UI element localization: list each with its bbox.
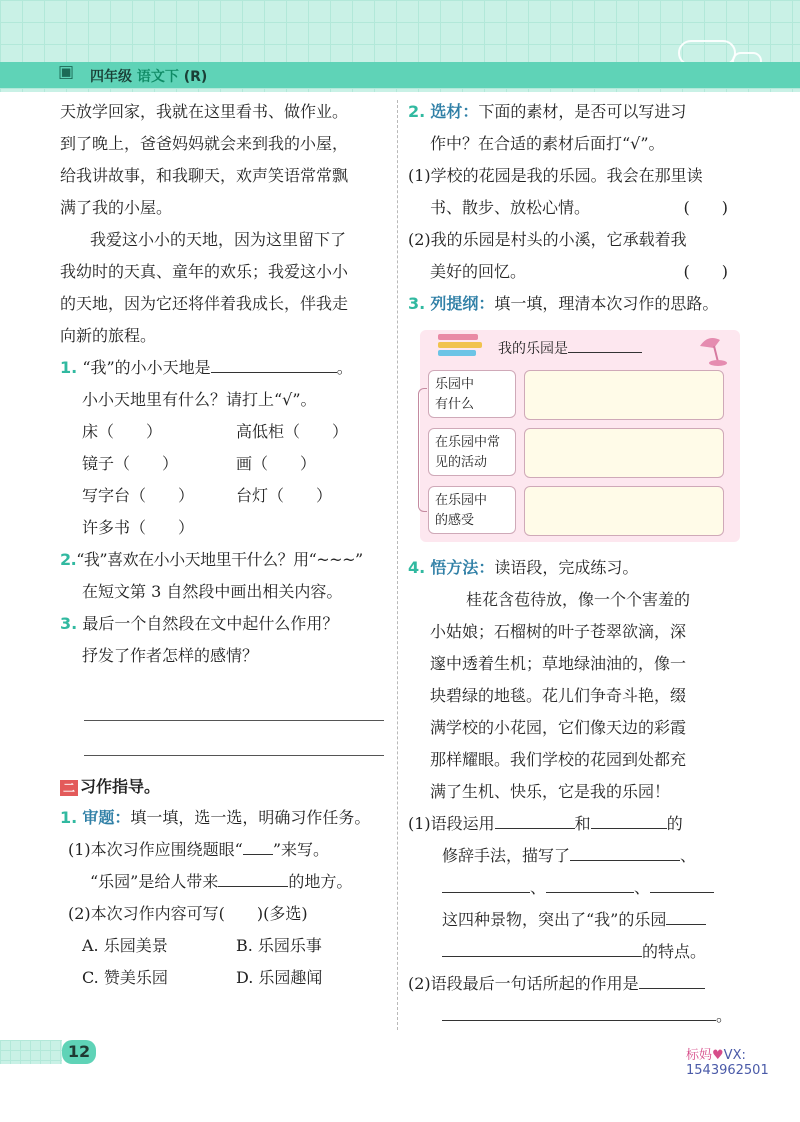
passage-line: 满学校的小花园，它们像天边的彩霞	[430, 718, 687, 737]
checklist-item[interactable]: 镜子（ ）	[82, 454, 179, 473]
exercise-text: 修辞手法，描写了	[442, 846, 571, 865]
material-1: (1)学校的花园是我的乐园。我会在那里读	[408, 166, 703, 185]
material-text: 书、散步、放松心情。	[430, 198, 591, 217]
answer-blank[interactable]	[568, 338, 642, 353]
exercise-text: 的	[666, 814, 683, 833]
question-text: 作中？在合适的素材后面打“√”。	[430, 134, 665, 153]
label-line: 在乐园中常	[435, 435, 501, 450]
question-number: 3.	[408, 294, 426, 313]
exercise-text: 的特点。	[642, 942, 707, 961]
question-2	[60, 544, 390, 576]
punct: 。	[336, 358, 353, 377]
option-row	[60, 930, 390, 962]
checklist-item[interactable]: 画（ ）	[236, 454, 317, 473]
answer-blank[interactable]	[650, 878, 714, 893]
exercise-text: 这四种景物，突出了“我”的乐园	[442, 910, 667, 929]
question-label: 选材：	[430, 102, 479, 121]
passage-line: 满了我的小屋。	[60, 198, 173, 217]
column-divider	[397, 100, 398, 1030]
answer-blank[interactable]	[591, 814, 667, 829]
wavy-line-mark: ~~~	[316, 550, 355, 569]
question-3	[60, 608, 390, 640]
grade-label	[90, 66, 207, 86]
question-text: 在短文第 3 自然段中画出相关内容。	[82, 582, 343, 601]
question-number: 1.	[60, 808, 78, 827]
edition-text: (R)	[183, 69, 208, 85]
page-number: 12	[62, 1040, 96, 1064]
task-1-part-2: (2)本次习作内容可写( )(多选)	[68, 904, 308, 923]
outline-title-text: 我的乐园是	[498, 341, 568, 357]
material-2: (2)我的乐园是村头的小溪，它承载着我	[408, 230, 687, 249]
question-3-right	[408, 288, 758, 320]
question-1	[60, 352, 390, 384]
checklist-item[interactable]: 许多书（ ）	[82, 518, 195, 537]
punct: 。	[716, 1006, 733, 1025]
option-b[interactable]: B. 乐园乐事	[236, 936, 322, 955]
label-line: 见的活动	[435, 455, 488, 470]
passage-line: 块碧绿的地毯。花儿们争奇斗艳，缀	[430, 686, 687, 705]
material-text: 美好的回忆。	[430, 262, 527, 281]
question-1-sub: 小小天地里有什么？请打上“√”。	[82, 390, 317, 409]
question-text: “乐园”是给人带来	[90, 872, 219, 891]
checklist-item	[236, 512, 390, 544]
header-bar	[0, 62, 800, 88]
question-text: ”来写。	[272, 840, 330, 859]
passage-line: 向新的旅程。	[60, 326, 157, 345]
exercise-1-cont	[408, 872, 758, 904]
outline-row	[428, 370, 732, 420]
footer-band	[0, 1040, 62, 1064]
passage-line: 天放学回家，我就在这里看书、做作业。	[60, 102, 349, 121]
checklist-item[interactable]: 写字台（ ）	[82, 486, 195, 505]
outline-bracket	[418, 388, 427, 512]
question-text: “我”的小小天地是	[82, 358, 211, 377]
question-text: 读语段，完成练习。	[494, 558, 639, 577]
passage-line: 给我讲故事，和我聊天，欢声笑语常常飘	[60, 166, 349, 185]
subject-text: 语文下	[136, 69, 179, 85]
answer-line[interactable]	[84, 721, 384, 756]
passage-line: 的天地，因为它还将伴着我成长，伴我走	[60, 294, 349, 313]
section-number-badge: 二	[60, 780, 78, 796]
question-label: 悟方法：	[430, 558, 495, 577]
label-line: 有什么	[435, 397, 475, 412]
material-1-cont	[408, 192, 758, 224]
watermark-text: VX:	[723, 1048, 746, 1063]
outline-row-label	[428, 370, 516, 418]
checklist-item[interactable]: 床（ ）	[82, 422, 163, 441]
question-label: 审题：	[82, 808, 131, 827]
grade-text: 四年级	[90, 69, 132, 85]
question-number: 2.	[408, 102, 426, 121]
passage-line: 我爱这小小的天地，因为这里留下了	[90, 230, 347, 249]
passage-line: 到了晚上，爸爸妈妈就会来到我的小屋，	[60, 134, 349, 153]
answer-blank[interactable]	[442, 942, 642, 957]
exercise-text: (1)语段运用	[408, 814, 495, 833]
answer-blank[interactable]	[570, 846, 680, 861]
punct: 、	[530, 878, 547, 897]
punct: 、	[680, 846, 697, 865]
punct: 、	[634, 878, 651, 897]
answer-blank[interactable]	[495, 814, 575, 829]
exercise-2	[408, 968, 758, 1000]
outline-row-label	[428, 428, 516, 476]
option-row	[60, 962, 390, 994]
exercise-1-cont	[408, 936, 758, 968]
exercise-text: (2)语段最后一句话所起的作用是	[408, 974, 639, 993]
outline-title	[498, 338, 642, 358]
passage-line: 小姑娘；石榴树的叶子苍翠欲滴，深	[430, 622, 687, 641]
answer-line[interactable]	[84, 686, 384, 721]
outline-row-label	[428, 486, 516, 534]
left-column	[60, 96, 390, 994]
item-row	[60, 480, 390, 512]
exercise-text: 和	[574, 814, 591, 833]
answer-blank[interactable]	[639, 974, 705, 989]
passage-line: 邃中透着生机；草地绿油油的，像一	[430, 654, 687, 673]
item-row	[60, 448, 390, 480]
exercise-1	[408, 808, 758, 840]
item-row	[60, 512, 390, 544]
option-c[interactable]: C. 赞美乐园	[82, 968, 168, 987]
exercise-2-cont	[408, 1000, 758, 1032]
watermark-text: 标妈	[686, 1048, 713, 1063]
heart-icon: ♥	[712, 1048, 724, 1063]
question-label: 列提纲：	[430, 294, 495, 313]
watermark-text: 1543962501	[686, 1063, 769, 1078]
answer-blank[interactable]	[218, 872, 288, 887]
question-text: 抒发了作者怎样的感情？	[82, 646, 259, 665]
question-text: 填一填，理清本次习作的思路。	[494, 294, 719, 313]
outline-answer-box[interactable]	[524, 486, 724, 536]
label-line: 的感受	[435, 513, 475, 528]
checklist-item[interactable]: 台灯（ ）	[236, 486, 333, 505]
question-2-right	[408, 96, 758, 128]
question-text: 最后一个自然段在文中起什么作用？	[82, 614, 339, 633]
outline-row	[428, 486, 732, 536]
outline-box	[420, 330, 740, 542]
book-logo-icon: ▣	[58, 62, 74, 82]
section-title: 习作指导。	[80, 777, 161, 796]
option-d[interactable]: D. 乐园趣闻	[236, 968, 323, 987]
item-row	[60, 416, 390, 448]
answer-blank[interactable]	[666, 910, 706, 925]
outline-row	[428, 428, 732, 478]
punct: ”	[354, 550, 363, 569]
question-number: 3.	[60, 614, 78, 633]
lamp-icon	[694, 332, 730, 368]
question-number: 2.	[60, 550, 77, 569]
question-text: 下面的素材，是否可以写进习	[478, 102, 687, 121]
answer-blank[interactable]	[442, 1006, 716, 1021]
writing-task-1	[60, 802, 390, 834]
section-heading	[60, 772, 390, 802]
passage-line: 那样耀眼。我们学校的花园到处都充	[430, 750, 687, 769]
question-text: 填一填，选一选，明确习作任务。	[130, 808, 371, 827]
task-1-part-1b	[60, 866, 390, 898]
exercise-1-cont	[408, 904, 758, 936]
check-bracket[interactable]: ( )	[683, 198, 728, 217]
checklist-item[interactable]: 高低柜（ ）	[236, 422, 349, 441]
question-text: “我”喜欢在小小天地里干什么？用“	[76, 550, 317, 569]
passage-line: 我幼时的天真、童年的欢乐；我爱这小小	[60, 262, 349, 281]
label-line: 乐园中	[435, 377, 475, 392]
question-4-right	[408, 552, 758, 584]
answer-blank[interactable]	[211, 358, 337, 373]
option-a[interactable]: A. 乐园美景	[82, 936, 168, 955]
question-number: 4.	[408, 558, 426, 577]
label-line: 在乐园中	[435, 493, 488, 508]
question-text: (1)本次习作应围绕题眼“	[68, 840, 243, 859]
material-2-cont	[408, 256, 758, 288]
task-1-part-1	[60, 834, 390, 866]
question-number: 1.	[60, 358, 78, 377]
watermark	[686, 1048, 769, 1078]
exercise-1-cont	[408, 840, 758, 872]
outline-answer-box[interactable]	[524, 428, 724, 478]
question-text: 的地方。	[288, 872, 353, 891]
right-column	[408, 96, 758, 1032]
answer-blank[interactable]	[243, 840, 273, 855]
answer-blank[interactable]	[442, 878, 530, 893]
passage-line: 满了生机、快乐，它是我的乐园！	[430, 782, 671, 801]
passage-line: 桂花含苞待放，像一个个害羞的	[466, 590, 691, 609]
books-icon	[438, 334, 482, 362]
answer-blank[interactable]	[546, 878, 634, 893]
outline-answer-box[interactable]	[524, 370, 724, 420]
check-bracket[interactable]: ( )	[683, 262, 728, 281]
